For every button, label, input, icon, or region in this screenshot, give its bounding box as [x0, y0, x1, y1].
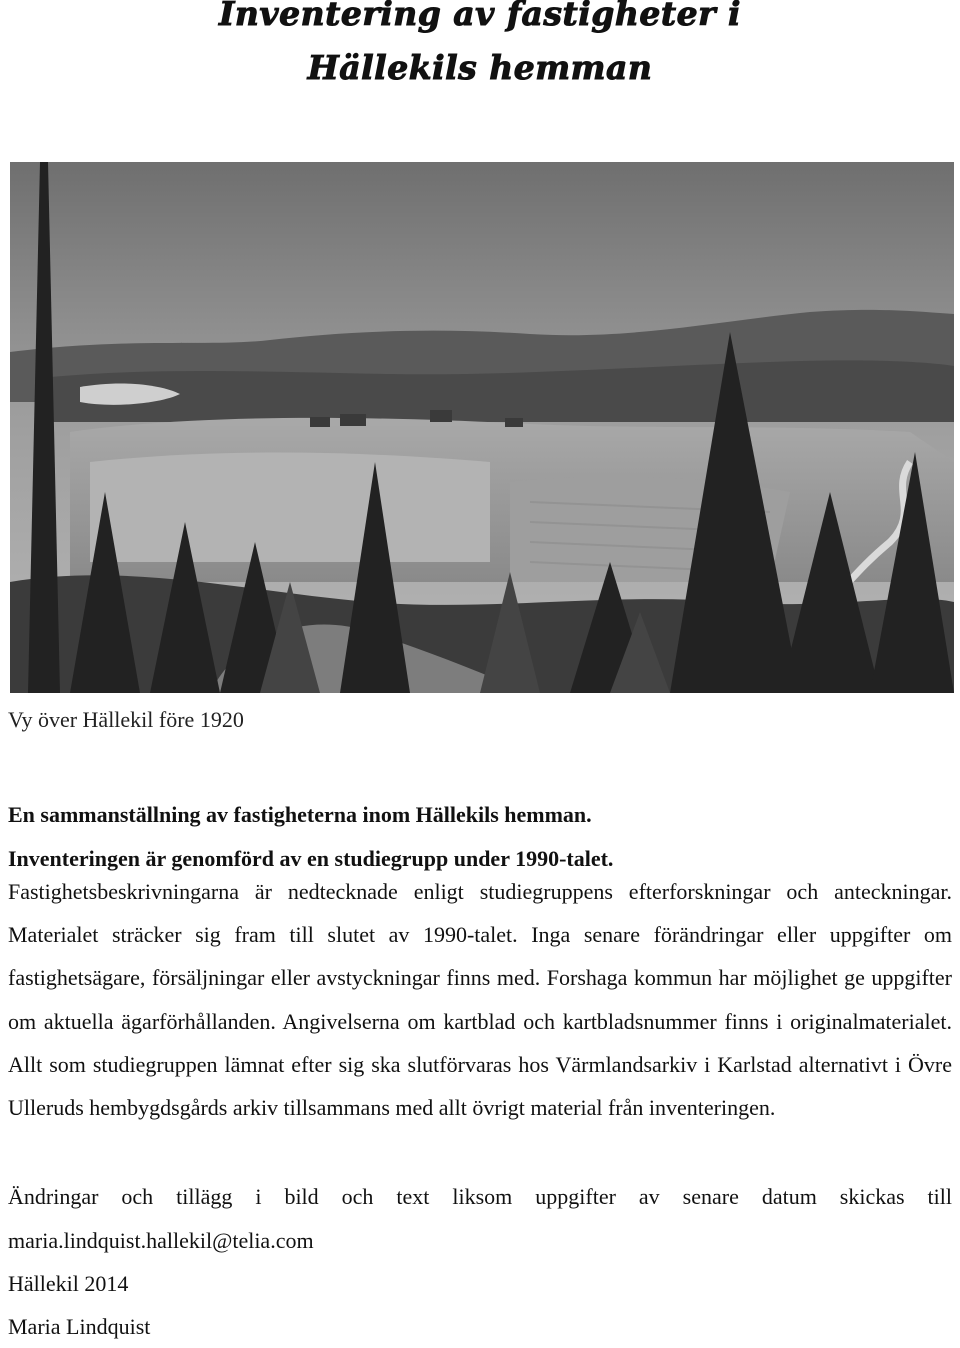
- footer-block: [8, 1262, 150, 1348]
- document-title-line-2: Hällekils hemman: [307, 48, 653, 87]
- photo-caption: Vy över Hällekil före 1920: [8, 707, 244, 732]
- changes-paragraph-block: [8, 1175, 952, 1262]
- landscape-photo-icon: [10, 162, 954, 693]
- intro-line-2: Inventeringen är genomförd av en studiegrupp under 1990-talet.: [8, 846, 614, 871]
- changes-paragraph: Ändringar och tillägg i bild och text liksom uppgifter av senare datum skickas till maria.lindquist.hallekil@telia.com: [8, 1184, 952, 1253]
- description-paragraph: Fastighetsbeskrivningarna är nedtecknade enligt studiegruppens efterforskningar och anteckningar. Materialet sträcker sig fram till slutet av 1990-talet. Inga senare förändringar eller uppgifter om fastighetsägare, försäljningar eller avstyckningar finns med. Forshaga kommun har möjlighet ge uppgifter om aktuella ägarförhållanden. Angivelserna om kartblad och kartbladsnummer finns i originalmaterialet. Allt som studiegruppen lämnat efter sig ska slutförvaras hos Värmlandsarkiv i Karlstad alternativt i Övre Ulleruds hembygdsgårds arkiv tillsammans med allt övrigt material från inventeringen.: [8, 879, 952, 1121]
- intro-block: [8, 793, 952, 881]
- document-title-line-1: Inventering av fastigheter i: [218, 0, 741, 33]
- intro-line-1: En sammanställning av fastigheterna inom Hällekils hemman.: [8, 802, 592, 827]
- description-paragraph-block: [8, 870, 952, 1129]
- footer-place-year: Hällekil 2014: [8, 1271, 129, 1296]
- footer-author: Maria Lindquist: [8, 1314, 151, 1339]
